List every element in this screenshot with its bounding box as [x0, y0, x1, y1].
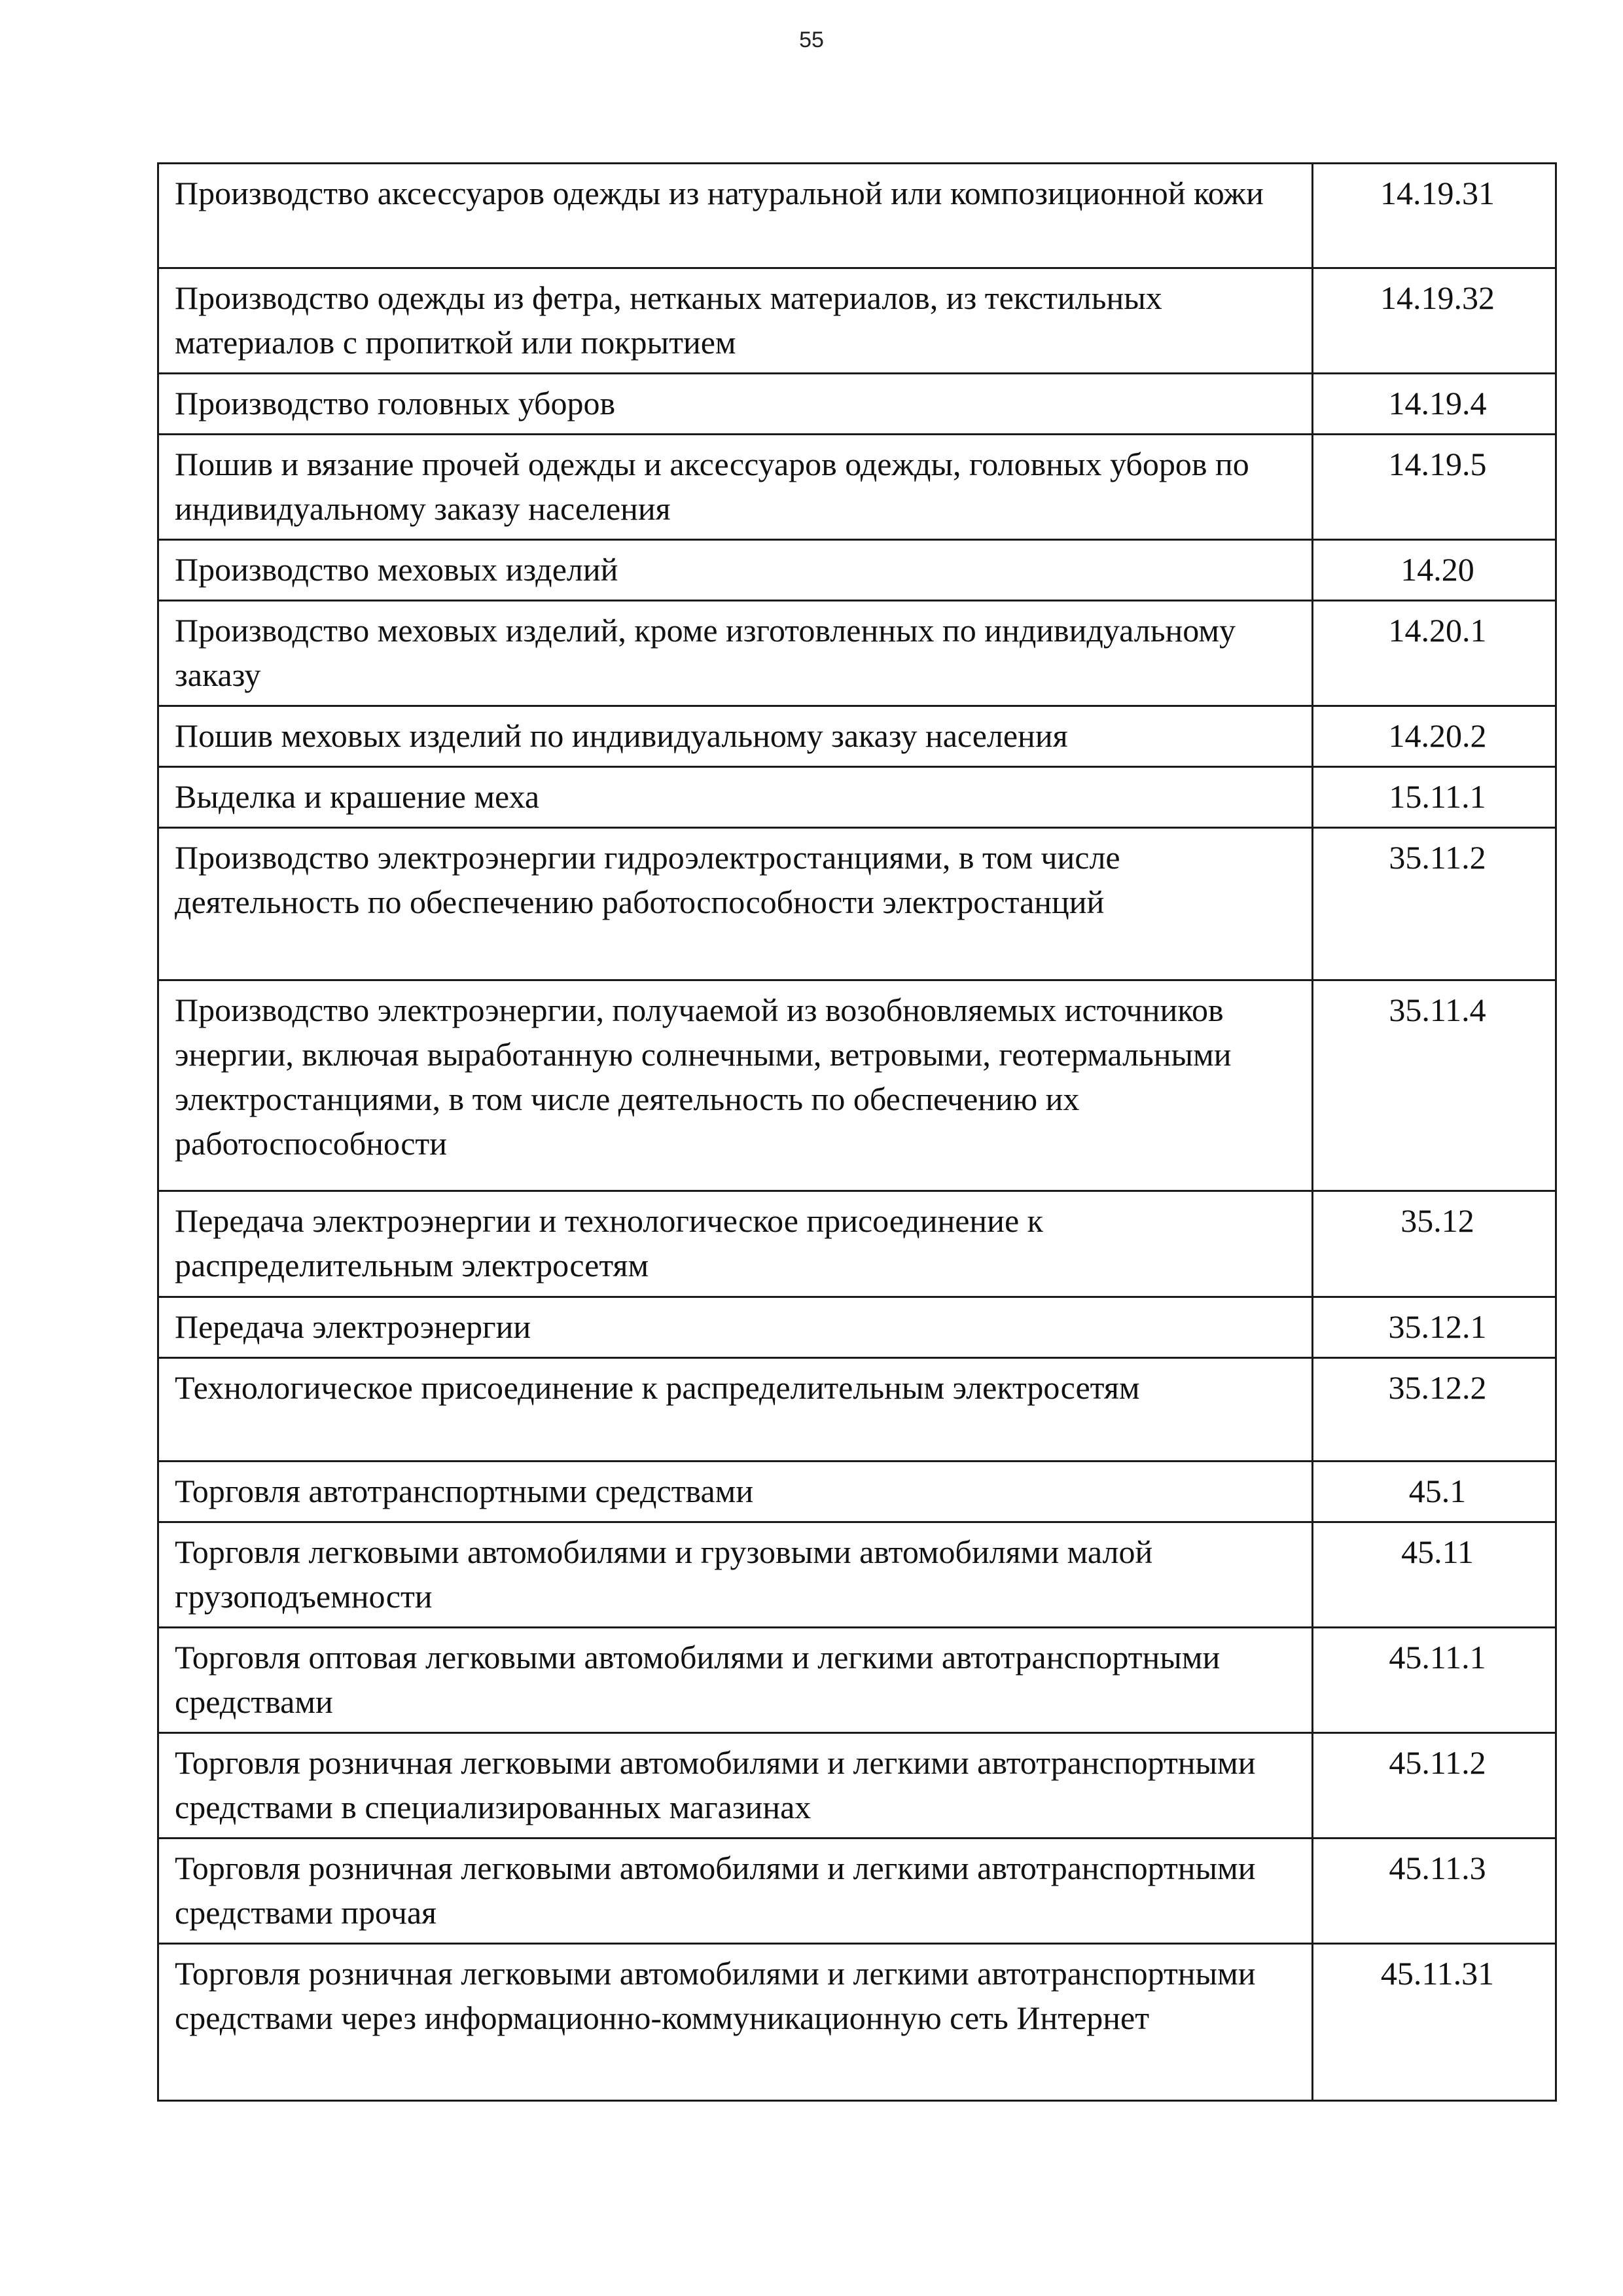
activity-code: 45.11.1 [1313, 1628, 1556, 1733]
activity-code: 35.12.1 [1313, 1297, 1556, 1358]
activity-name: Производство одежды из фетра, нетканых материалов, из текстильных материалов с пропиткой или покрытием [158, 268, 1313, 374]
activity-name: Передача электроэнергии [158, 1297, 1313, 1358]
activity-code: 14.20 [1313, 540, 1556, 601]
table-row [158, 828, 1556, 980]
activity-name: Производство меховых изделий, кроме изготовленных по индивидуальному заказу [158, 601, 1313, 706]
activity-name: Торговля оптовая легковыми автомобилями и легкими автотранспортными средствами [158, 1628, 1313, 1733]
table-row [158, 1839, 1556, 1944]
activity-code: 35.11.2 [1313, 828, 1556, 980]
table-row [158, 706, 1556, 767]
activity-code-table [157, 162, 1557, 2102]
table-row [158, 1462, 1556, 1522]
activity-name: Торговля легковыми автомобилями и грузовыми автомобилями малой грузоподъемности [158, 1522, 1313, 1628]
activity-code: 35.11.4 [1313, 980, 1556, 1191]
activity-name: Производство электроэнергии гидроэлектростанциями, в том числе деятельность по обеспечению работоспособности электростанций [158, 828, 1313, 980]
activity-code: 14.19.5 [1313, 435, 1556, 540]
activity-name: Производство аксессуаров одежды из натуральной или композиционной кожи [158, 164, 1313, 268]
table-row [158, 435, 1556, 540]
activity-name: Производство меховых изделий [158, 540, 1313, 601]
activity-name: Пошив и вязание прочей одежды и аксессуаров одежды, головных уборов по индивидуальному заказу населения [158, 435, 1313, 540]
table-row [158, 1944, 1556, 2101]
table-row [158, 767, 1556, 828]
activity-code: 14.19.31 [1313, 164, 1556, 268]
activity-name: Торговля автотранспортными средствами [158, 1462, 1313, 1522]
activity-code: 14.20.1 [1313, 601, 1556, 706]
table-row [158, 980, 1556, 1191]
activity-code: 14.19.4 [1313, 374, 1556, 435]
activity-code: 45.1 [1313, 1462, 1556, 1522]
activity-code: 35.12.2 [1313, 1358, 1556, 1462]
activity-name: Передача электроэнергии и технологическое присоединение к распределительным электросетям [158, 1191, 1313, 1297]
activity-code: 14.19.32 [1313, 268, 1556, 374]
activity-code: 45.11.3 [1313, 1839, 1556, 1944]
table-row [158, 268, 1556, 374]
table-row [158, 540, 1556, 601]
table-row [158, 374, 1556, 435]
activity-name: Пошив меховых изделий по индивидуальному заказу населения [158, 706, 1313, 767]
table-row [158, 164, 1556, 268]
activity-code: 35.12 [1313, 1191, 1556, 1297]
activity-code: 45.11 [1313, 1522, 1556, 1628]
page-number: 55 [799, 27, 824, 52]
activity-name: Производство головных уборов [158, 374, 1313, 435]
table-row [158, 1358, 1556, 1462]
activity-name: Технологическое присоединение к распределительным электросетям [158, 1358, 1313, 1462]
table-row [158, 601, 1556, 706]
table-row [158, 1297, 1556, 1358]
activity-code: 15.11.1 [1313, 767, 1556, 828]
activity-code: 45.11.2 [1313, 1733, 1556, 1839]
table-row [158, 1191, 1556, 1297]
table-row [158, 1522, 1556, 1628]
activity-name: Торговля розничная легковыми автомобилями и легкими автотранспортными средствами через информационно-коммуникационную сеть Интернет [158, 1944, 1313, 2101]
table-row [158, 1733, 1556, 1839]
activity-name: Торговля розничная легковыми автомобилями и легкими автотранспортными средствами прочая [158, 1839, 1313, 1944]
activity-name: Торговля розничная легковыми автомобилями и легкими автотранспортными средствами в специализированных магазинах [158, 1733, 1313, 1839]
activity-name: Выделка и крашение меха [158, 767, 1313, 828]
table-row [158, 1628, 1556, 1733]
activity-name: Производство электроэнергии, получаемой из возобновляемых источников энергии, включая выработанную солнечными, ветровыми, геотермальными электростанциями, в том числе деятельность по обеспечению их работоспособности [158, 980, 1313, 1191]
activity-code: 14.20.2 [1313, 706, 1556, 767]
activity-code: 45.11.31 [1313, 1944, 1556, 2101]
